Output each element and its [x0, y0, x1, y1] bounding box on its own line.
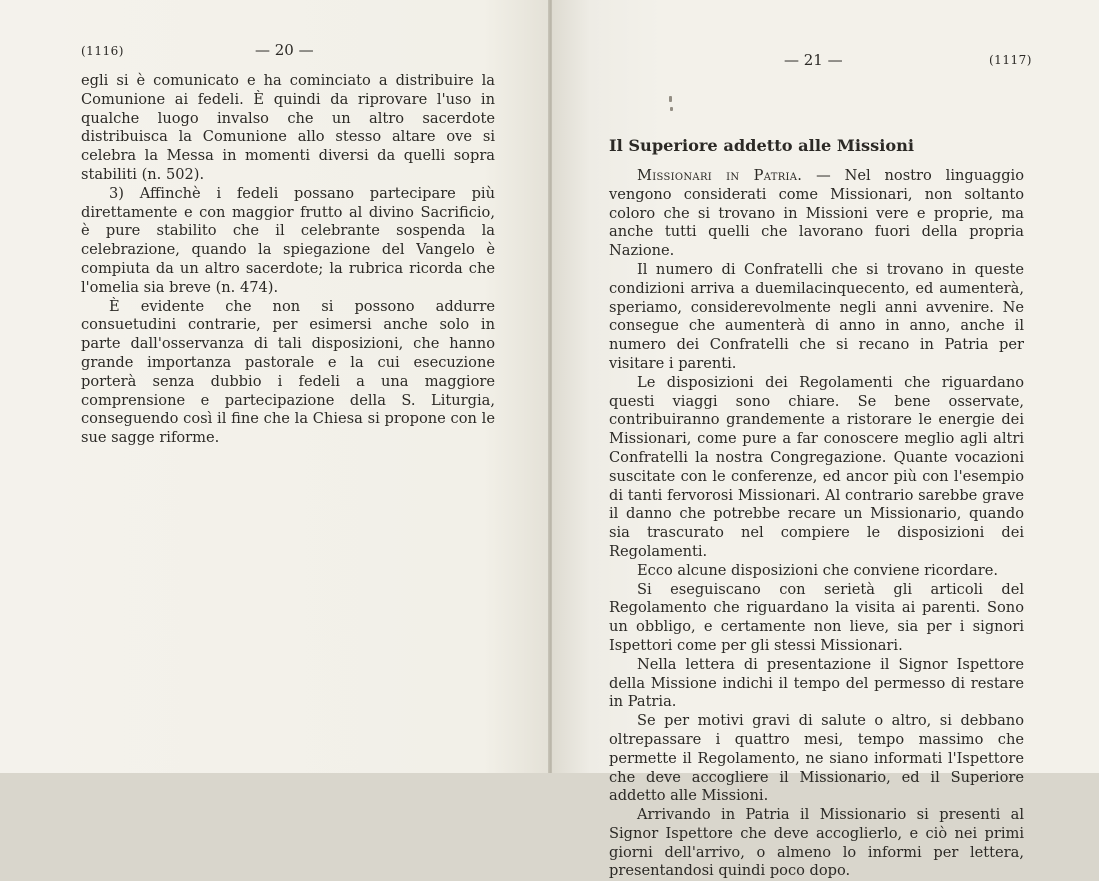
- paragraph-lead: Missionari in Patria.: [637, 167, 803, 184]
- right-paragraph-8: Arrivando in Patria il Missionario si presenti al Signor Ispettore che deve accoglierlo, e ciò nei primi giorni dell'arrivo, o almeno lo informi per lettera, presentandosi quindi poco dopo.: [609, 806, 1024, 880]
- left-body-text: [81, 72, 495, 448]
- right-paragraph-5: Si eseguiscano con serietà gli articoli del Regolamento che riguardano la visita ai parenti. Sono un obbligo, e certamente non lieve, sia per i signori Ispettori come per gli stessi Missionari.: [609, 580, 1024, 654]
- right-paragraph-2: Il numero di Confratelli che si trovano in queste condizioni arriva a duemilacinquecento, ed aumenterà, speriamo, considerevolmente negli anni avvenire. Ne consegue che aumenterà di anno in anno, anche il numero dei Confratelli che si recano in Patria per visitare i parenti.: [609, 260, 1024, 372]
- left-paragraph-2: 3) Affinchè i fedeli possano partecipare più direttamente e con maggior frutto al divino Sacrificio, è pure stabilito che il celebrante sospenda la celebrazione, quando la spiegazione del Vangelo è compiuta da un altro sacerdote; la rubrica ricorda che l'omelia sia breve (n. 474).: [81, 184, 495, 296]
- left-folio: (1116): [81, 44, 124, 58]
- right-page: [552, 0, 1099, 880]
- paragraph-rest: — Nel nostro linguaggio vengono considerati come Missionari, non soltanto coloro che si trovano in Missioni vere e proprie, ma anche tutti quelli che lavorano fuori della propria Nazione.: [609, 167, 1024, 260]
- left-page-number: — 20 —: [255, 41, 314, 59]
- right-folio: (1117): [989, 53, 1032, 67]
- right-paragraph-4: Ecco alcune disposizioni che conviene ricordare.: [637, 561, 998, 579]
- left-page: [0, 0, 549, 773]
- left-paragraph-3: È evidente che non si possono addurre consuetudini contrarie, per esimersi anche solo in parte dall'osservanza di tali disposizioni, che hanno grande importanza pastorale e la cui esecuzione porterà senza dubbio i fedeli a una maggiore comprensione e partecipazione della S. Liturgia, conseguendo così il fine che la Chiesa si propone con le sue sagge riforme.: [81, 297, 495, 447]
- ink-speck: [669, 96, 672, 102]
- right-paragraph-3: Le disposizioni dei Regolamenti che riguardano questi viaggi sono chiare. Se bene osservate, contribuiranno grandemente a ristorare le energie dei Missionari, come pure a far conoscere meglio agli altri Confratelli la nostra Congregazione. Quante vocazioni suscitate con le conferenze, ed ancor più con l'esempio di tanti fervorosi Missionari. Al contrario sarebbe grave il danno che potrebbe recare un Missionario, quando sia trascurato nel compiere le disposizioni dei Regolamenti.: [609, 373, 1024, 560]
- section-heading: Il Superiore addetto alle Missioni: [609, 136, 915, 155]
- right-paragraph-1: [609, 167, 1024, 261]
- right-paragraph-7: Se per motivi gravi di salute o altro, si debbano oltrepassare i quattro mesi, tempo massimo che permette il Regolamento, ne siano informati l'Ispettore che deve accogliere il Missionario, ed il Superiore addetto alle Missioni.: [609, 712, 1024, 805]
- right-body-text: [609, 167, 1024, 881]
- left-paragraph-1: egli si è comunicato e ha cominciato a distribuire la Comunione ai fedeli. È quindi da riprovare l'uso in qualche luogo invalso che un altro sacerdote distribuisca la Comunione allo stesso altare ove si celebra la Messa in momenti diversi da quelli sopra stabiliti (n. 502).: [81, 72, 495, 183]
- ink-speck: [670, 107, 673, 111]
- right-paragraph-6: Nella lettera di presentazione il Signor Ispettore della Missione indichi il tempo del permesso di restare in Patria.: [609, 655, 1024, 711]
- right-page-number: — 21 —: [784, 51, 843, 69]
